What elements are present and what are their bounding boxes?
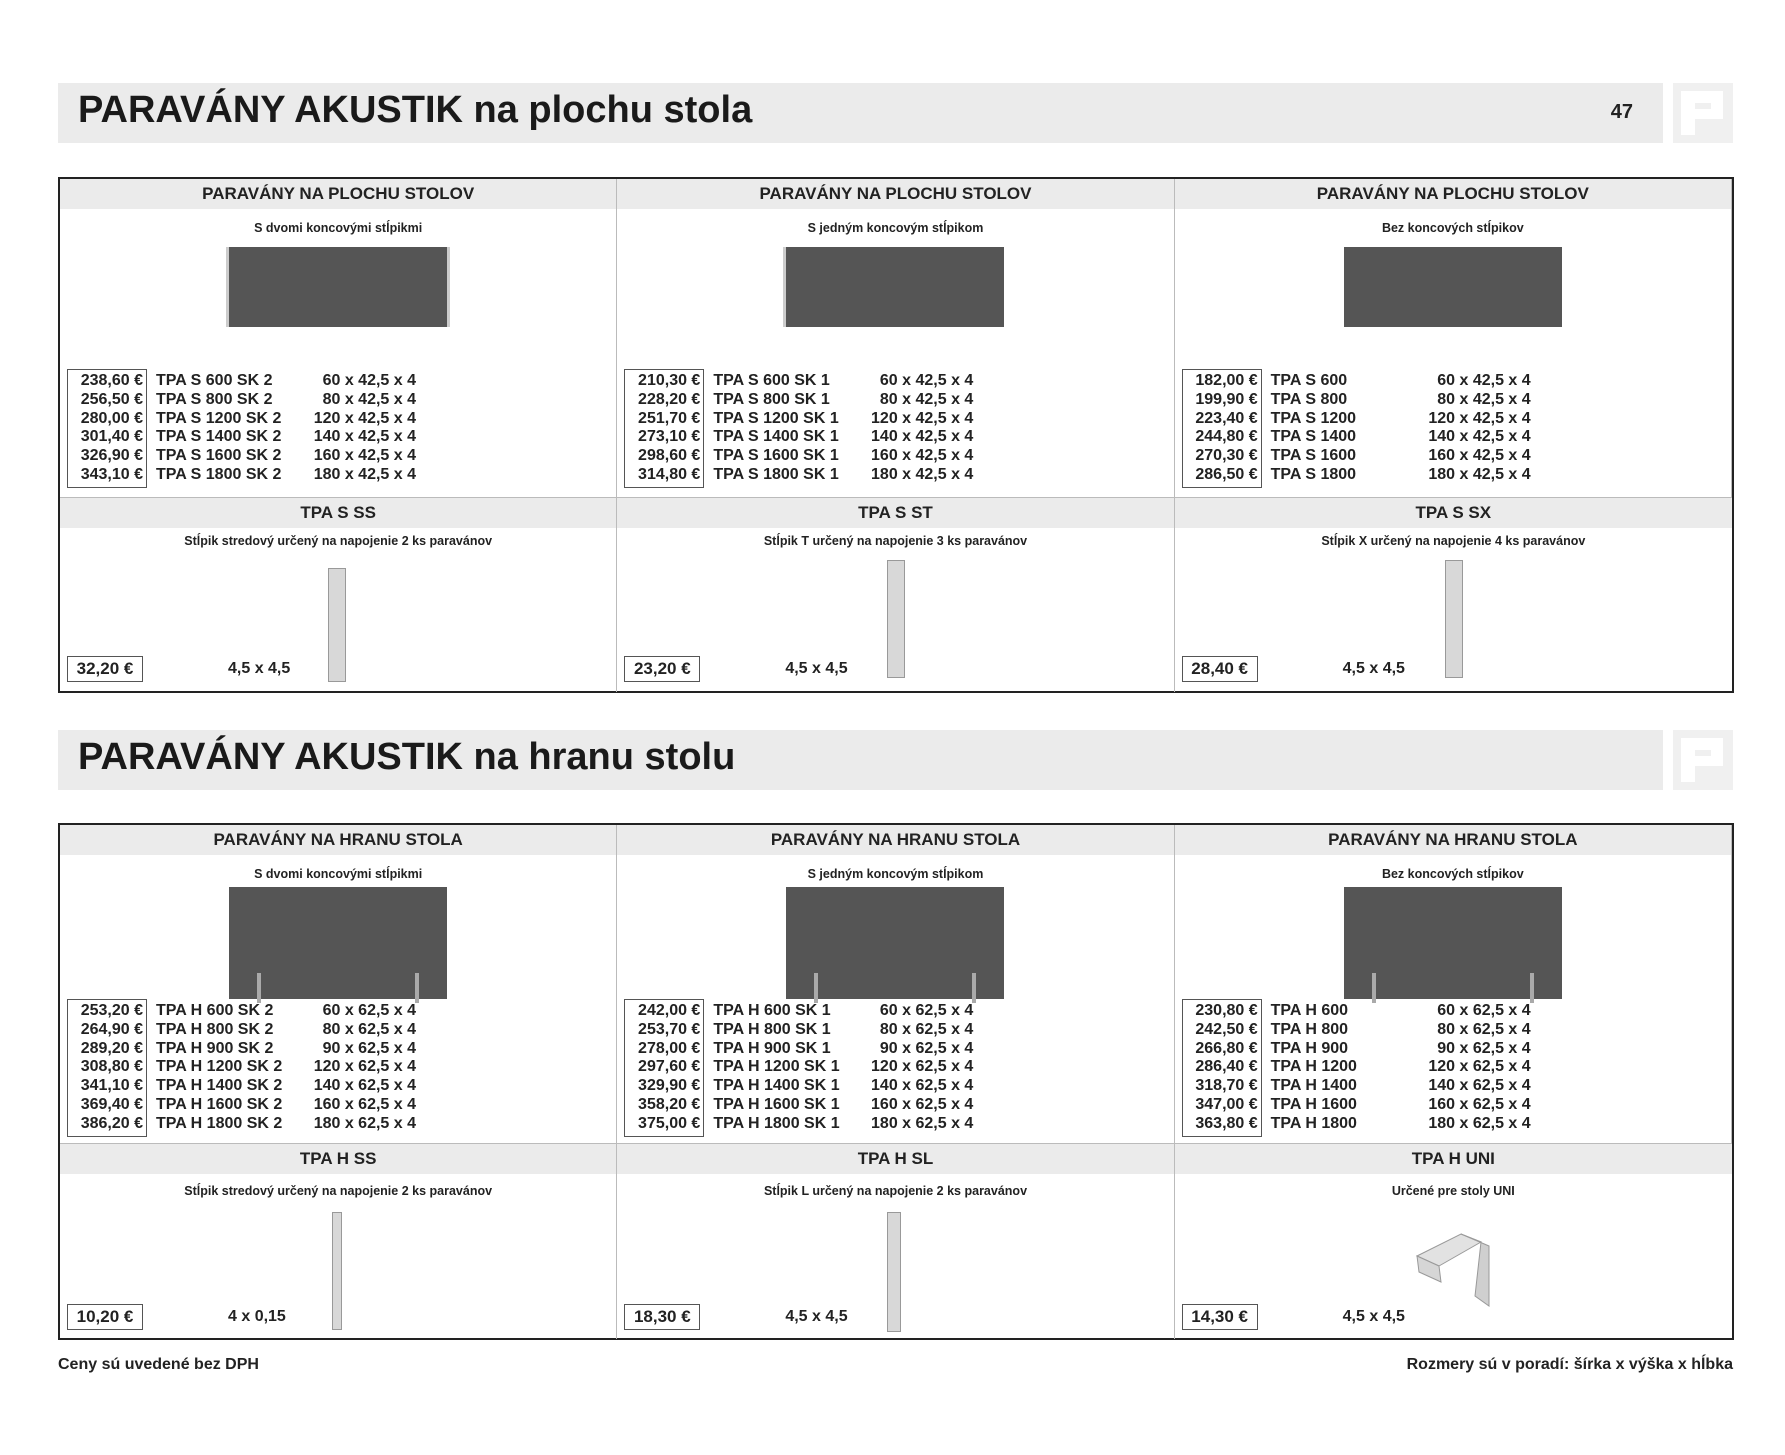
s1-col-header: PARAVÁNY NA PLOCHU STOLOV [1175,179,1731,209]
s1-col-subtitle: S dvomi koncovými stĺpikmi [254,221,423,235]
price: 32,20 € [67,656,143,682]
list-item: TPA H 800 SK 2 80 x 62,5 x 4 [156,1020,416,1038]
section2-table [58,823,1734,1340]
list-item: TPA S 1200 SK 2 120 x 42,5 x 4 [156,409,416,427]
acc-subtitle: Stĺpik T určený na napojenie 3 ks paravánov [763,534,1028,548]
list-item: TPA H 1800 SK 2 180 x 62,5 x 4 [156,1114,416,1132]
page-number: 47 [1610,101,1633,123]
list-item: TPA H 900 SK 1 90 x 62,5 x 4 [713,1039,974,1057]
list-item: TPA S 800 SK 2 80 x 42,5 x 4 [156,390,416,408]
section1-title-bar [58,83,1663,143]
price: 10,20 € [67,1304,143,1330]
price-list: 253,20 € 264,90 € 289,20 € 308,80 € 341,10 € 369,40 € 386,20 € [67,999,147,1137]
list-item: TPA H 1200 SK 1 120 x 62,5 x 4 [713,1058,974,1076]
list-item: TPA H 1600 160 x 62,5 x 4 [1270,1095,1531,1113]
list-item: TPA H 1600 SK 2 160 x 62,5 x 4 [156,1095,416,1113]
footer-note-prices: Ceny sú uvedené bez DPH [58,1356,259,1373]
list-item: TPA S 1200 SK 1 120 x 42,5 x 4 [713,409,974,427]
list-item: TPA H 1400 SK 1 140 x 62,5 x 4 [713,1077,974,1095]
list-item: TPA H 600 SK 1 60 x 62,5 x 4 [713,1002,974,1019]
s2-col-subtitle: Bez koncových stĺpikov [1381,867,1524,881]
dimensions: 4,5 x 4,5 [1342,660,1405,677]
list-item: TPA S 1600 SK 2 160 x 42,5 x 4 [156,447,416,465]
list-item: TPA H 1800 180 x 62,5 x 4 [1270,1114,1531,1132]
s1-col-header: PARAVÁNY NA PLOCHU STOLOV [60,179,616,209]
footer-note-dimensions: Rozmery sú v poradí: šírka x výška x hĺbka [1406,1356,1733,1373]
s2-col-2 [1175,825,1732,1143]
s2-col-header: PARAVÁNY NA HRANU STOLA [1175,825,1731,855]
post-image [1445,560,1463,678]
s2-col-subtitle: S jedným koncovým stĺpikom [807,867,984,881]
acc-subtitle: Stĺpik X určený na napojenie 4 ks paravánov [1321,534,1586,548]
list-item: TPA H 1400 140 x 62,5 x 4 [1270,1077,1531,1095]
list-item: TPA H 800 SK 1 80 x 62,5 x 4 [713,1020,974,1038]
list-item: TPA S 1600 160 x 42,5 x 4 [1270,447,1531,465]
acc-header: TPA H UNI [1175,1144,1732,1174]
s2-acc-2 [1175,1143,1732,1339]
s2-col-subtitle: S dvomi koncovými stĺpikmi [254,867,423,881]
s1-col-subtitle: Bez koncových stĺpikov [1381,221,1524,235]
s1-acc-2 [1175,497,1732,692]
list-item: TPA H 1400 SK 2 140 x 62,5 x 4 [156,1077,416,1095]
price-list: 230,80 € 242,50 € 266,80 € 286,40 € 318,70 € 347,00 € 363,80 € [1182,999,1262,1137]
s2-col-header: PARAVÁNY NA HRANU STOLA [617,825,1173,855]
list-item: TPA S 600 SK 1 60 x 42,5 x 4 [713,372,974,389]
dimensions: 4,5 x 4,5 [1342,1308,1405,1325]
brand-logo-icon [1673,83,1733,143]
s2-col-0 [60,825,617,1143]
s1-acc-0 [60,497,617,692]
list-item: TPA H 900 SK 2 90 x 62,5 x 4 [156,1039,416,1057]
panel-image [786,887,1004,999]
list-item: TPA S 1200 120 x 42,5 x 4 [1270,409,1531,427]
s1-col-subtitle: S jedným koncovým stĺpikom [807,221,984,235]
list-item: TPA S 1400 SK 2 140 x 42,5 x 4 [156,428,416,446]
list-item: TPA H 900 90 x 62,5 x 4 [1270,1039,1531,1057]
list-item: TPA S 1800 SK 1 180 x 42,5 x 4 [713,465,974,483]
list-item: TPA S 1400 140 x 42,5 x 4 [1270,428,1531,446]
product-list [156,372,416,485]
s1-col-2 [1175,179,1732,497]
post-image [328,568,346,682]
acc-header: TPA S ST [617,498,1173,528]
list-item: TPA H 600 SK 2 60 x 62,5 x 4 [156,1002,416,1019]
section1-title: PARAVÁNY AKUSTIK na plochu stola [78,89,753,131]
list-item: TPA S 1400 SK 1 140 x 42,5 x 4 [713,428,974,446]
price: 18,30 € [624,1304,700,1330]
price-list: 182,00 € 199,90 € 223,40 € 244,80 € 270,30 € 286,50 € [1182,369,1262,488]
list-item: TPA S 600 SK 2 60 x 42,5 x 4 [156,372,416,389]
s1-col-header: PARAVÁNY NA PLOCHU STOLOV [617,179,1173,209]
product-list [1271,372,1531,485]
price: 14,30 € [1182,1304,1258,1330]
s1-col-1 [617,179,1174,497]
price: 23,20 € [624,656,700,682]
s2-acc-0 [60,1143,617,1339]
dimensions: 4,5 x 4,5 [228,660,291,677]
s1-col-0 [60,179,617,497]
section1-table [58,177,1734,693]
acc-header: TPA S SX [1175,498,1732,528]
post-image [332,1212,342,1330]
list-item: TPA H 1200 SK 2 120 x 62,5 x 4 [156,1058,416,1076]
acc-header: TPA H SS [60,1144,616,1174]
post-image [887,1212,901,1332]
acc-subtitle: Stĺpik stredový určený na napojenie 2 ks paravánov [184,534,493,548]
acc-header: TPA S SS [60,498,616,528]
price: 28,40 € [1182,656,1258,682]
s2-acc-1 [617,1143,1174,1339]
post-image [887,560,905,678]
section2-title-bar [58,730,1663,790]
list-item: TPA S 1800 180 x 42,5 x 4 [1270,465,1531,483]
s1-acc-1 [617,497,1174,692]
panel-image [229,247,447,327]
acc-subtitle: Stĺpik stredový určený na napojenie 2 ks paravánov [184,1184,493,1198]
dimensions: 4,5 x 4,5 [785,1308,848,1325]
price-list: 242,00 € 253,70 € 278,00 € 297,60 € 329,90 € 358,20 € 375,00 € [624,999,704,1137]
list-item: TPA S 1600 SK 1 160 x 42,5 x 4 [713,447,974,465]
price-list: 238,60 € 256,50 € 280,00 € 301,40 € 326,90 € 343,10 € [67,369,147,488]
list-item: TPA S 800 80 x 42,5 x 4 [1270,390,1531,408]
list-item: TPA S 1800 SK 2 180 x 42,5 x 4 [156,465,416,483]
acc-header: TPA H SL [617,1144,1173,1174]
acc-subtitle: Určené pre stoly UNI [1391,1184,1515,1198]
list-item: TPA H 1800 SK 1 180 x 62,5 x 4 [713,1114,974,1132]
acc-subtitle: Stĺpik L určený na napojenie 2 ks paravánov [763,1184,1028,1198]
list-item: TPA S 600 60 x 42,5 x 4 [1270,372,1531,389]
list-item: TPA S 800 SK 1 80 x 42,5 x 4 [713,390,974,408]
list-item: TPA H 1600 SK 1 160 x 62,5 x 4 [713,1095,974,1113]
section2-title: PARAVÁNY AKUSTIK na hranu stolu [78,736,736,778]
price-list: 210,30 € 228,20 € 251,70 € 273,10 € 298,60 € 314,80 € [624,369,704,488]
dimensions: 4 x 0,15 [228,1308,286,1325]
product-list [713,1002,973,1134]
bracket-image [1411,1226,1495,1316]
panel-image [1344,247,1562,327]
s2-col-header: PARAVÁNY NA HRANU STOLA [60,825,616,855]
list-item: TPA H 1200 120 x 62,5 x 4 [1270,1058,1531,1076]
product-list [156,1002,416,1134]
panel-image [229,887,447,999]
s2-col-1 [617,825,1174,1143]
dimensions: 4,5 x 4,5 [785,660,848,677]
product-list [713,372,973,485]
panel-image [1344,887,1562,999]
list-item: TPA H 600 60 x 62,5 x 4 [1270,1002,1531,1019]
list-item: TPA H 800 80 x 62,5 x 4 [1270,1020,1531,1038]
panel-image [786,247,1004,327]
brand-logo-icon [1673,730,1733,790]
product-list [1271,1002,1531,1134]
